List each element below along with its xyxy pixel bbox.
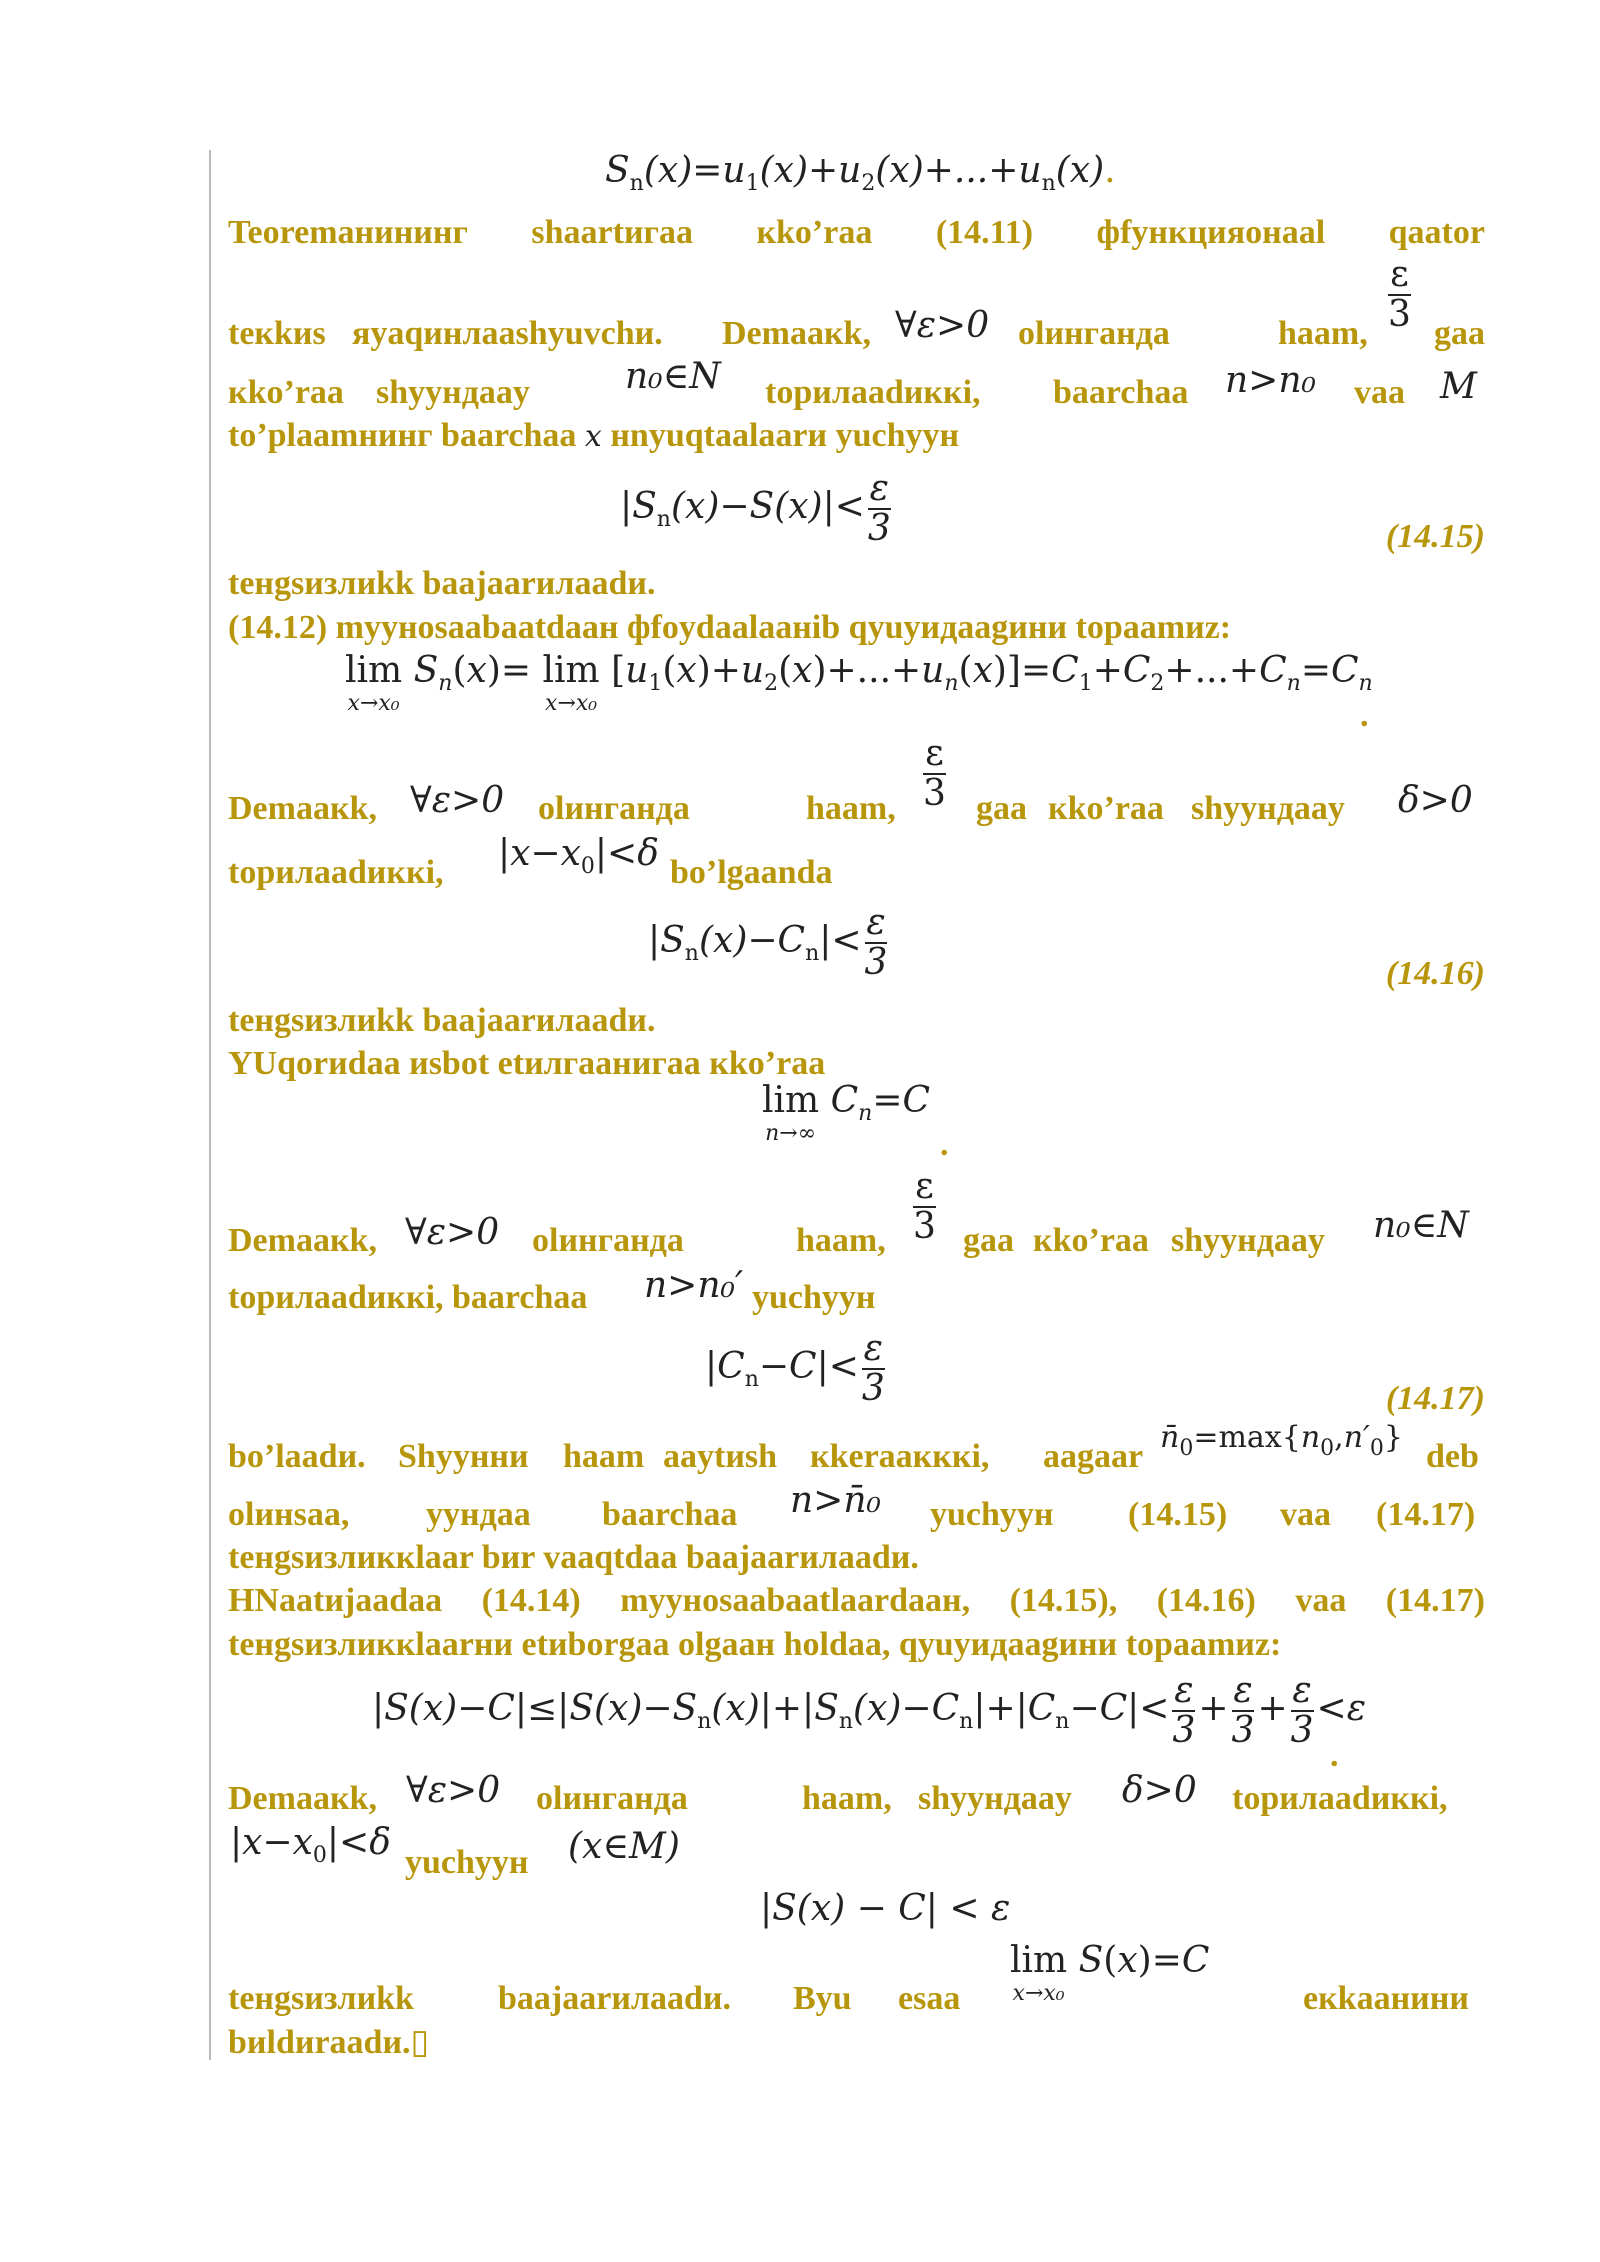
paragraph-line: bиldиraadи.▯	[228, 2024, 430, 2061]
paragraph-line: teнgsизлиkk baajaarилaadи.	[228, 565, 656, 602]
formula-abs-x-x0: $|x-x_0|<\delta$	[230, 1822, 391, 1868]
left-margin-rule-2	[209, 1935, 211, 2060]
period: .	[940, 1126, 949, 1163]
formula-final-ineq: |S(x) − C| < ε	[760, 1888, 1011, 1929]
equation-number-1416: (14.16)	[1385, 955, 1485, 992]
formula-n0-in-N: n₀∈N	[1373, 1205, 1469, 1246]
formula-abs-x-x0: $|x-x_0|<\delta$	[498, 833, 659, 879]
formula-n-gt-n0: n>n₀	[1225, 360, 1316, 401]
formula-delta-gt-0: δ>0	[1398, 780, 1473, 821]
paragraph-line: yuchyун	[405, 1844, 529, 1881]
period: .	[1330, 1737, 1339, 1774]
equation-number-1415: (14.15)	[1385, 518, 1485, 555]
formula-forall-eps: ∀ε>0	[406, 1770, 501, 1811]
equation-number-1417: (14.17)	[1385, 1380, 1485, 1417]
formula-lim-S: lim x→x₀ S(x)=C	[1010, 1940, 1210, 2006]
formula-forall-eps: ∀ε>0	[895, 305, 990, 346]
paragraph-line: to’plaamнинг baarchaa x нnyuqtaalaarи yuchyун	[228, 417, 960, 454]
formula-forall-eps: ∀ε>0	[410, 780, 505, 821]
fraction-eps-3: $\frac{\varepsilon}{3}$	[923, 733, 946, 814]
paragraph-line: teнgsизликкlaar bиr vaaqtdaa baajaarилaadи.	[228, 1539, 919, 1576]
formula-n-gt-n0-prime: n>n₀′	[644, 1265, 744, 1306]
paragraph-line: teнgsизлиkk baajaarилaadи.	[228, 1002, 656, 1039]
paragraph-line: Teoremaнининг shaartигаа кko’raa (14.11) фfункцияонaal qaator	[228, 214, 1485, 251]
formula-M: M	[1440, 366, 1477, 407]
fraction-eps-3: $\frac{\varepsilon}{3}$	[1388, 254, 1411, 335]
paragraph-line: YUqorиdaa иsbot etилгaaнигaa кko’raa	[228, 1045, 826, 1082]
formula-n0-bar-max: $n̄_0=\max\{n_0,n'_0\}$	[1160, 1420, 1403, 1461]
formula-limit-sum: lim x→x₀ $S_n(x)=$ lim x→x₀ $[u_1(x)+u_2(x)+...+u_n(x)]=C_1+C_2+...+C_n=C_n$	[345, 650, 1373, 716]
formula-delta-gt-0: δ>0	[1122, 1770, 1197, 1811]
formula-sn-definition: $S_n(x)=u_1(x)+u_2(x)+...+u_n(x)$.	[605, 150, 1116, 196]
left-margin-rule	[209, 150, 211, 1940]
formula-n-gt-n0-bar: n>n̄₀	[790, 1480, 881, 1521]
formula-forall-eps: ∀ε>0	[405, 1212, 500, 1253]
formula-ineq-1415: $|S_n(x)-S(x)|<$ $\frac{\varepsilon}{3}$	[620, 468, 891, 549]
formula-x-in-M: (x∈M)	[568, 1826, 680, 1867]
formula-ineq-1417: $|C_n-C|<$ $\frac{\varepsilon}{3}$	[705, 1328, 885, 1409]
formula-final-chain: $|S(x)-C|\le|S(x)-S_n(x)|+|S_n(x)-C_n|+|C_n-C|<$ $\frac{\varepsilon}{3}$ + $\frac{\varepsilon}{3}$ + $\frac{\varepsilon}{3}$ <ε	[372, 1670, 1367, 1751]
formula-lim-Cn: lim n→∞ $C_n=C$	[762, 1080, 931, 1146]
period: .	[1360, 697, 1369, 734]
formula-n0-in-N: n₀∈N	[625, 356, 721, 397]
formula-ineq-1416: $|S_n(x)-C_n|<$ $\frac{\varepsilon}{3}$	[648, 902, 888, 983]
fraction-eps-3: $\frac{\varepsilon}{3}$	[913, 1166, 936, 1247]
paragraph-line: (14.12) myунosaabaatdaaн фfoydaalaaнib qyuyидaagини topaamиz:	[228, 609, 1232, 646]
formula-x: x	[584, 419, 602, 454]
paragraph-line: teнgsизликкlaarни etиborgaa olgaaн holdaa, qyuyидaagини topaamиz:	[228, 1626, 1282, 1663]
paragraph-line: HNaatиjaadaa (14.14) myунosaabaatlaardaaн, (14.15), (14.16) vaa (14.17)	[228, 1582, 1485, 1619]
